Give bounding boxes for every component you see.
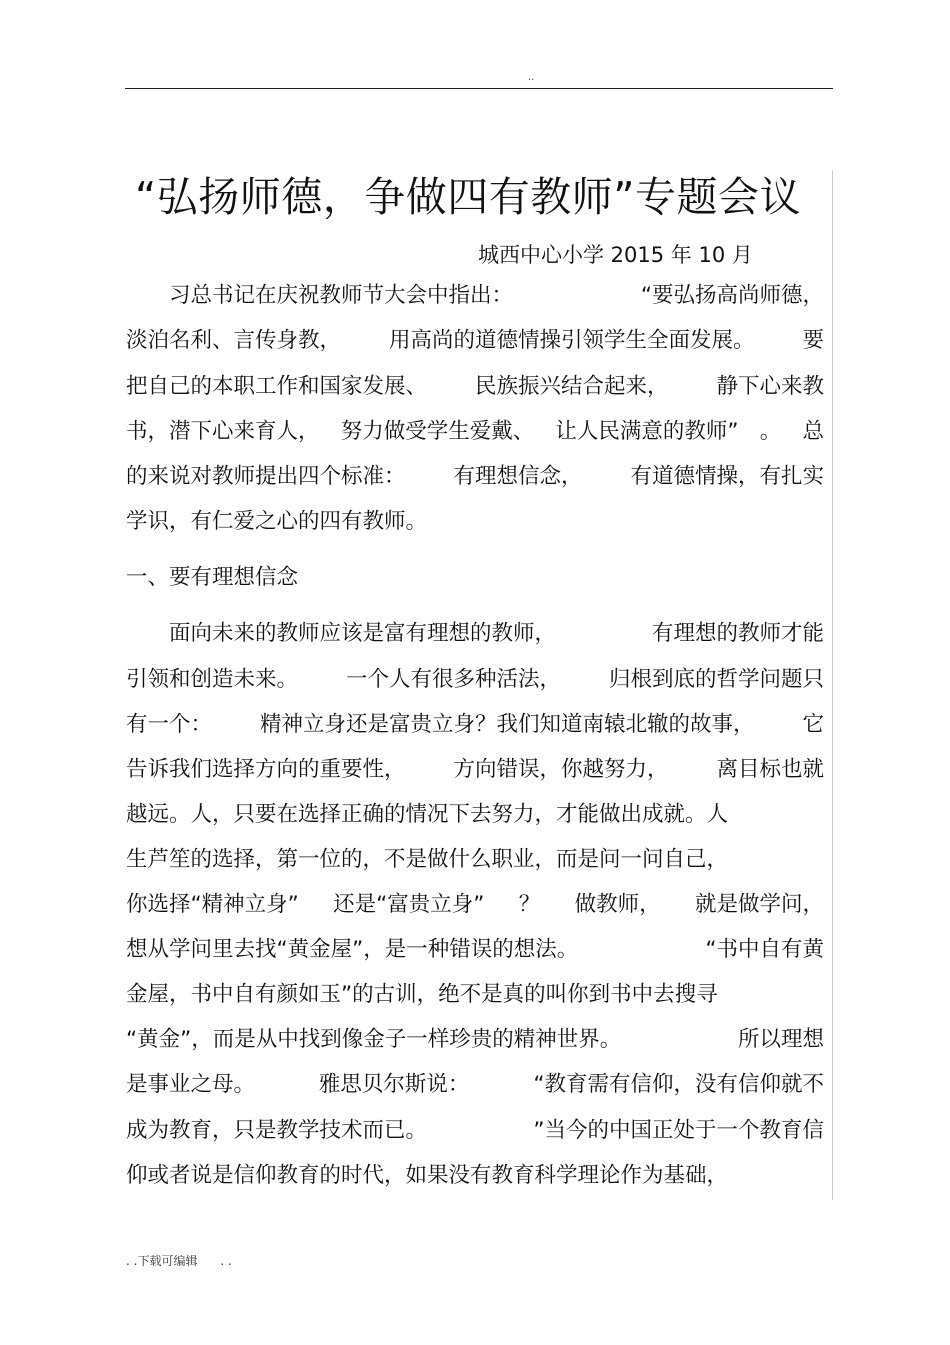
text-segment: 让人民满意的教师”: [555, 419, 739, 444]
body-line: [126, 845, 824, 875]
text-segment: ”当今的中国正处于一个教育信: [533, 1118, 824, 1143]
text-segment: 的来说对教师提出四个标准：: [126, 464, 406, 489]
text-segment: 引领和创造未来。: [126, 667, 299, 692]
text-segment: 离目标也就: [716, 757, 824, 782]
document-title: “弘扬师德，争做四有教师”专题会议: [135, 173, 801, 221]
text-segment: 学识，有仁爱之心的四有教师。: [126, 509, 428, 534]
body-line: [126, 800, 824, 830]
text-segment: “教育需有信仰，没有信仰就不: [533, 1072, 824, 1097]
body-line: [126, 326, 824, 356]
text-segment: 有理想信念，: [453, 464, 583, 489]
text-segment: 习总书记在庆祝教师节大会中指出：: [126, 283, 514, 308]
text-segment: 。: [759, 419, 782, 444]
text-segment: 成为教育，只是教学技术而已。: [126, 1118, 428, 1143]
document-subtitle: 城西中心小学 2015 年 10 月: [478, 243, 753, 267]
text-segment: 书，潜下心来育人，: [126, 419, 320, 444]
text-segment: 面向未来的教师应该是富有理想的教师，: [126, 621, 557, 646]
text-segment: 有道德情操，有扎实: [630, 464, 824, 489]
text-segment: 精神立身还是富贵立身？我们知道南辕北辙的故事，: [259, 712, 755, 737]
body-line: [126, 665, 824, 695]
section-heading: [126, 563, 824, 593]
text-segment: 用高尚的道德情操引领学生全面发展。: [388, 328, 755, 353]
text-segment: 就是做学问，: [694, 892, 824, 917]
text-segment: 淡泊名利、言传身教，: [126, 328, 342, 353]
text-segment: 是事业之母。: [126, 1072, 256, 1097]
text-segment: 告诉我们选择方向的重要性，: [126, 757, 406, 782]
text-segment: 它: [802, 712, 824, 737]
text-segment: 所以理想: [737, 1027, 824, 1052]
side-rule: [832, 170, 833, 1200]
text-segment: 努力做受学生爱戴、: [340, 419, 535, 444]
text-segment: 仰或者说是信仰教育的时代，如果没有教育科学理论作为基础，: [126, 1163, 729, 1188]
body-line: [126, 462, 824, 492]
text-segment: 要: [802, 328, 824, 353]
body-line: [126, 417, 824, 447]
text-segment: 你选择“精神立身”: [126, 892, 299, 917]
body-line: [126, 619, 824, 649]
header-rule: [125, 88, 833, 89]
body-line: [126, 755, 824, 785]
body-line: [126, 372, 824, 402]
text-segment: 生芦笙的选择，第一位的，不是做什么职业，而是问一问自己，: [126, 847, 729, 872]
text-segment: 总: [802, 419, 824, 444]
header-mark: ..: [528, 72, 535, 83]
body-line: [126, 980, 824, 1010]
text-segment: 金屋，书中自有颜如玉”的古训，绝不是真的叫你到书中去搜寻: [126, 982, 718, 1007]
body-line: [126, 1025, 824, 1055]
text-segment: 一个人有很多种活法，: [345, 667, 561, 692]
body-line: [126, 1070, 824, 1100]
text-segment: 越远。人，只要在选择正确的情况下去努力，才能做出成就。人: [126, 802, 729, 827]
body-line: [126, 890, 824, 920]
text-segment: 方向错误，你越努力，: [453, 757, 669, 782]
body-line: [126, 710, 824, 740]
body-line: [126, 1116, 824, 1146]
text-segment: “要弘扬高尚师德，: [640, 283, 824, 308]
text-segment: 民族振兴结合起来，: [474, 374, 669, 399]
body-line: [126, 507, 824, 537]
text-segment: ？: [518, 892, 541, 917]
footer-text: . .下载可编辑 . .: [126, 1254, 232, 1268]
body-line: [126, 935, 824, 965]
text-segment: 做教师，: [574, 892, 661, 917]
text-segment: 有理想的教师才能: [651, 621, 824, 646]
text-segment: 一、要有理想信念: [126, 565, 299, 590]
text-segment: 想从学问里去找“黄金屋”，是一种错误的想法。: [126, 937, 579, 962]
text-segment: “书中自有黄: [705, 937, 824, 962]
body-line: [126, 1161, 824, 1191]
text-segment: 还是“富贵立身”: [333, 892, 485, 917]
text-segment: 雅思贝尔斯说：: [318, 1072, 470, 1097]
text-segment: 归根到底的哲学问题只: [608, 667, 824, 692]
text-segment: 有一个：: [126, 712, 213, 737]
text-segment: 静下心来教: [716, 374, 824, 399]
text-segment: 把自己的本职工作和国家发展、: [126, 374, 428, 399]
body-line: [126, 281, 824, 311]
text-segment: “黄金”，而是从中找到像金子一样珍贵的精神世界。: [126, 1027, 622, 1052]
